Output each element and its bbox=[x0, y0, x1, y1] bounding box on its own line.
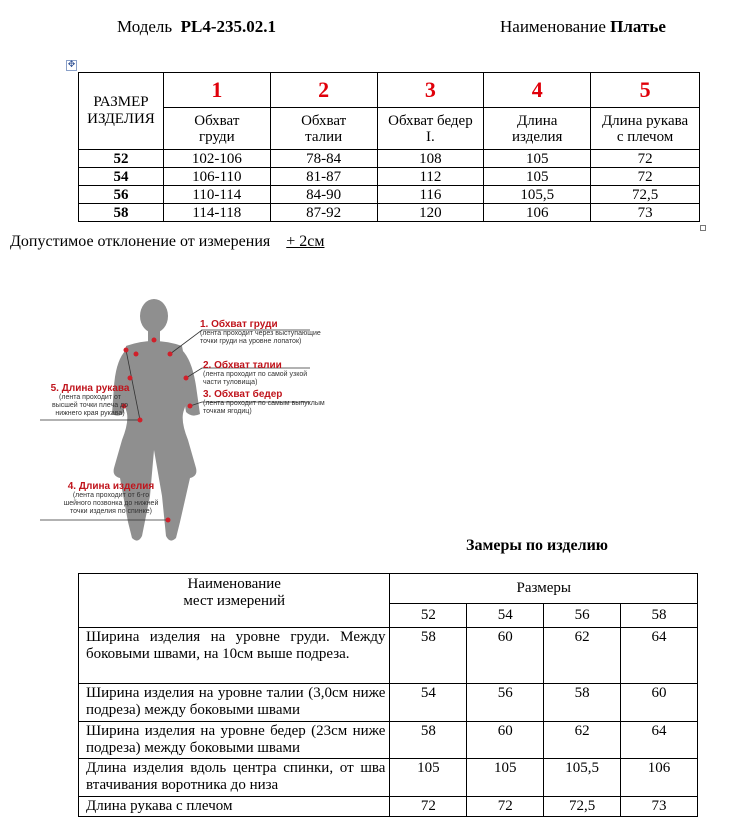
model-label: Модель bbox=[117, 17, 173, 36]
sizes-header: Размеры bbox=[390, 574, 698, 604]
measurements-title: Замеры по изделию bbox=[466, 537, 609, 554]
measurements-table bbox=[78, 573, 698, 817]
measurements-header-row bbox=[79, 574, 698, 604]
size-table-header-row bbox=[79, 108, 700, 150]
annotation-chest: 1. Обхват груди (лента проходит через выступающие точки груди на уровне лопаток) bbox=[200, 319, 321, 345]
table-row: Ширина изделия на уровне груди. Между боковыми швами, на 10см выше подреза. 58 60 62 64 bbox=[79, 628, 698, 684]
table-row: Ширина изделия на уровне талии (3,0см ниже подреза) между боковыми швами 54 56 58 60 bbox=[79, 684, 698, 722]
column-header: Длина изделия bbox=[484, 108, 591, 150]
column-number: 1 bbox=[163, 73, 270, 108]
tolerance-line bbox=[10, 233, 324, 251]
column-number: 5 bbox=[591, 73, 700, 108]
table-row: Ширина изделия на уровне бедер (23см ниже подреза) между боковыми швами 58 60 62 64 bbox=[79, 722, 698, 759]
model-line bbox=[117, 17, 276, 37]
annotation-garment-length: 4. Длина изделия (лента проходит от 6-го шейного позвонка до нижней точки изделия по спинке) bbox=[63, 481, 159, 515]
size-table-corner: РАЗМЕР ИЗДЕЛИЯ bbox=[79, 73, 164, 150]
name-label: Наименование bbox=[500, 17, 606, 36]
column-number: 4 bbox=[484, 73, 591, 108]
product-name-line bbox=[500, 17, 666, 37]
column-number: 3 bbox=[377, 73, 484, 108]
table-row: 52 102-106 78-84 108 105 72 bbox=[79, 150, 700, 168]
tolerance-value: + 2см bbox=[286, 233, 325, 250]
name-value: Платье bbox=[610, 17, 666, 36]
column-header: Обхват бедер I. bbox=[377, 108, 484, 150]
place-header: Наименование мест измерений bbox=[79, 574, 390, 628]
sizes-row: 52 54 56 58 bbox=[79, 604, 698, 628]
tolerance-text: Допустимое отклонение от измерения bbox=[10, 233, 271, 250]
size-table bbox=[78, 72, 700, 222]
annotation-sleeve-length: 5. Длина рукава (лента проходит от высшей точки плеча до нижнего края рукава) bbox=[50, 383, 130, 417]
table-move-handle-icon[interactable]: ✥ bbox=[67, 60, 76, 70]
column-header: Длина рукава с плечом bbox=[591, 108, 700, 150]
annotation-hips: 3. Обхват бедер (лента проходит по самым выпуклым точкам ягодиц) bbox=[203, 389, 325, 415]
annotation-waist: 2. Обхват талии (лента проходит по самой узкой части туловища) bbox=[203, 360, 308, 386]
model-value: PL4-235.02.1 bbox=[180, 17, 277, 36]
column-header: Обхват груди bbox=[163, 108, 270, 150]
table-row: Длина изделия вдоль центра спинки, от шва втачивания воротника до низа 105 105 105,5 106 bbox=[79, 759, 698, 797]
table-row: Длина рукава с плечом 72 72 72,5 73 bbox=[79, 797, 698, 817]
table-resize-handle[interactable] bbox=[700, 225, 706, 231]
table-row: 54 106-110 81-87 112 105 72 bbox=[79, 168, 700, 186]
table-row: 58 114-118 87-92 120 106 73 bbox=[79, 204, 700, 222]
column-header: Обхват талии bbox=[270, 108, 377, 150]
size-table-number-row bbox=[79, 73, 700, 108]
table-row: 56 110-114 84-90 116 105,5 72,5 bbox=[79, 186, 700, 204]
column-number: 2 bbox=[270, 73, 377, 108]
